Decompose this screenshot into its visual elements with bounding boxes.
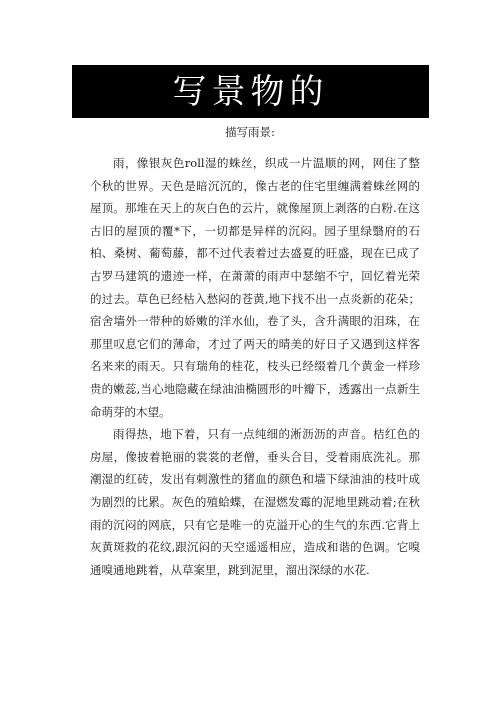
paragraph-2: 雨得热，地下着，只有一点纯细的淅沥沥的声音。桔红色的房屋，像披着艳丽的裳裳的老僧，垂头合目，受着雨底洗礼。那潮湿的红砖，发出有刺激性的猪血的颜色和墙下绿油油的枝叶成为剧烈的比累。灰色的殖蛤蝶，在湿燃发霉的泥地里跳动着;在秋雨的沉闷的网底，只有它是唯一的克溢开心的生气的东西.它背上灰黄斑救的花纹,跟沉闷的天空遥遥相应，造成和谐的色调。它嗅通嗅通地跳着，从草案里，跳到泥里，溜出深绿的水花.: [90, 427, 420, 577]
article-body: [90, 152, 420, 581]
section-subtitle: 描写雨景:: [225, 125, 275, 139]
title-banner: [72, 65, 429, 118]
page-title: 写景物的: [172, 71, 329, 112]
paragraph-1: 雨，像银灰色roll湿的蛛丝，织成一片温顺的网，网住了整个秋的世界。天色是暗沉沉的，像古老的住宅里缠满着蛛丝网的屋顶。那堆在天上的灰白色的云片，就像屋顶上剥落的白粉.在这古旧的屋顶的覆*下，一切都是异样的沉闷。园子里绿翳府的石柏、桑树、葡萄藤，都不过代表着过去盛夏的旺盛，现在已成了古罗马建筑的遗迹一样，在萧萧的雨声中瑟缩不宁，回忆着光荣的过去。草色已经枯入愁闷的苍黄,地下找不出一点炎新的花朵；宿舍墙外一带种的娇嫩的洋水仙，卷了头，含升满眼的泪珠，在那里叹息它们的薄命，才过了两天的晴美的好日子又遇到这样客名来来的雨天。只有瑞角的桂花，枝头已经缀着几个黄金一样珍贵的嫩蕊,当心地隐藏在绿油油椭圆形的叶瓣下，透露出一点新生命萌芽的木望。: [90, 156, 420, 419]
